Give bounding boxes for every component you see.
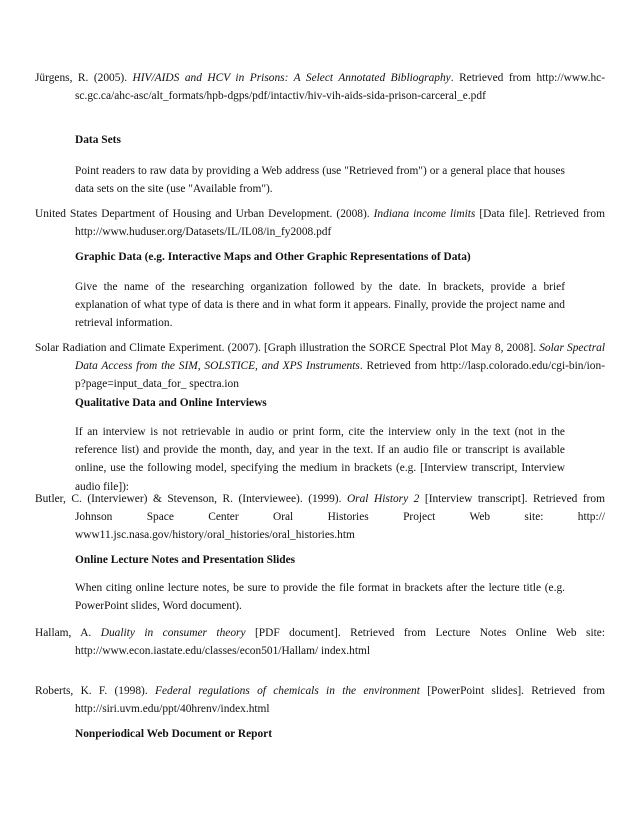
ref-retrieval: [Interview transcript]. Retrieved from Johnson Space Center Oral Histories Project Web site: http:// www11.jsc.nasa.gov/history/oral_histories/oral_histories.htm (75, 493, 605, 542)
paragraph-graphic-data: Give the name of the researching organization followed by the date. In brackets, provide a brief explanation of what type of data is there and in what form it appears. Finally, provide the project name and retrieval information. (75, 281, 565, 330)
heading-data-sets: Data Sets (75, 134, 121, 146)
heading-graphic-data: Graphic Data (e.g. Interactive Maps and Other Graphic Representations of Data) (75, 251, 471, 263)
paragraph-qualitative-data: If an interview is not retrievable in audio or print form, cite the interview only in the text (not in the reference list) and provide the month, day, and year in the text. If an audio file or transcript is available online, use the following model, specifying the medium in brackets (e.g. [Interview transcript, Interview audio file]): (75, 426, 565, 493)
ref-author-date: Butler, C. (Interviewer) & Stevenson, R. (Interviewee). (1999). (35, 493, 347, 505)
ref-author-date: Solar Radiation and Climate Experiment. (2007). [Graph illustration the SORCE Spectral Plot May 8, 2008]. (35, 342, 540, 354)
ref-title: Oral History 2 (346, 493, 420, 505)
heading-qualitative-data: Qualitative Data and Online Interviews (75, 397, 267, 409)
ref-title: Federal regulations of chemicals in the environment (154, 685, 420, 697)
ref-author-date: Roberts, K. F. (1998). (35, 685, 155, 697)
heading-nonperiodical: Nonperiodical Web Document or Report (75, 728, 273, 740)
paragraph-data-sets: Point readers to raw data by providing a Web address (use "Retrieved from") or a general place that houses data sets on the site (use "Available from"). (75, 165, 565, 196)
reference-hallam (35, 624, 605, 660)
ref-retrieval: . Retrieved from http://lasp.colorado.edu/cgi-bin/ion-p?page=input_data_for_ spectra.ion (75, 360, 605, 391)
ref-title: Solar Spectral Data Access from the SIM, SOLSTICE, and XPS Instruments (75, 342, 605, 373)
ref-author-date: United States Department of Housing and Urban Development. (2008). (35, 208, 374, 220)
reference-roberts (35, 682, 605, 718)
ref-retrieval: [PowerPoint slides]. Retrieved from http://siri.uvm.edu/ppt/40hrenv/index.html (75, 685, 605, 716)
ref-retrieval: [Data file]. Retrieved from http://www.huduser.org/Datasets/IL/IL08/in_fy2008.pdf (75, 208, 605, 239)
ref-title: HIV/AIDS and HCV in Prisons: A Select Annotated Bibliography (132, 72, 451, 84)
ref-retrieval: [PDF document]. Retrieved from Lecture Notes Online Web site: http://www.econ.iastate.edu/classes/econ501/Hallam/ index.html (75, 627, 605, 658)
paragraph-lecture-notes: When citing online lecture notes, be sure to provide the file format in brackets after the lecture title (e.g. PowerPoint slides, Word document). (75, 582, 565, 613)
ref-title: Indiana income limits (373, 208, 476, 220)
reference-hud (35, 205, 605, 241)
reference-sorce (35, 339, 605, 394)
ref-title: Duality in consumer theory (100, 627, 246, 639)
heading-lecture-notes: Online Lecture Notes and Presentation Slides (75, 554, 296, 566)
reference-jurgens (35, 69, 605, 105)
ref-retrieval: . Retrieved from http://www.hc-sc.gc.ca/ahc-asc/alt_formats/hpb-dgps/pdf/intactiv/hiv-vih-aids-sida-prison-carceral_e.pdf (75, 72, 605, 103)
ref-author-date: Hallam, A. (35, 627, 101, 639)
reference-butler (35, 490, 605, 545)
ref-author-date: Jürgens, R. (2005). (35, 72, 133, 84)
